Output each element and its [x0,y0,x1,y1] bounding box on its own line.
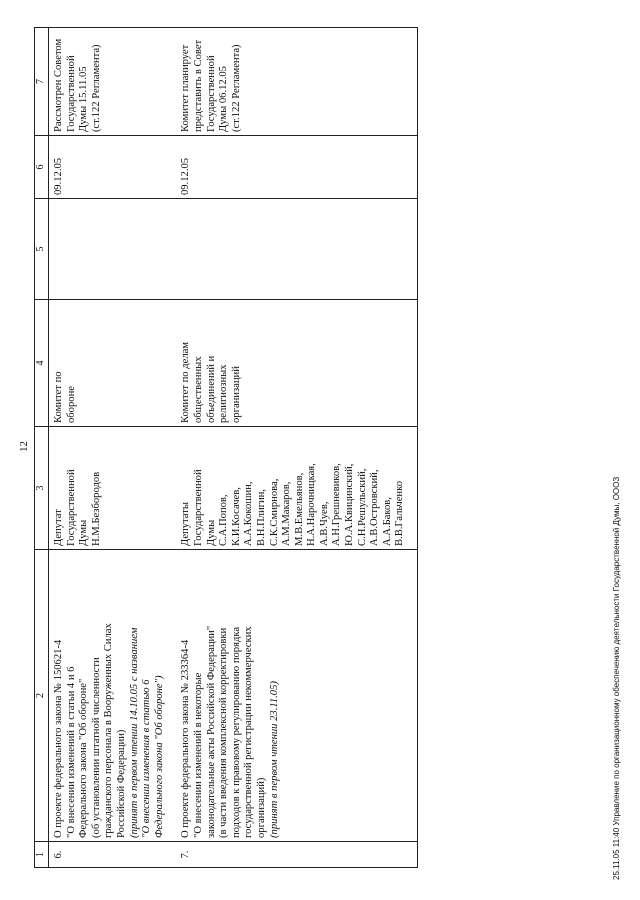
bill-subject [49,550,177,842]
author-line: Думы [205,519,217,546]
author-line: С.Н.Решульский, [356,468,368,546]
bill-authors [176,427,417,550]
responsible-committee [176,300,417,427]
row-number: 6. [49,842,177,868]
author-line: К.И.Косачев, [230,487,242,546]
author-line: А.А.Баков, [381,497,393,546]
column-5-cell [49,199,177,300]
decision-line: Комитет планирует [180,44,192,132]
decision-line: (ст.122 Регламента) [90,44,102,132]
author-line: А.В.Чуев, [318,501,330,546]
author-line: Депутат [53,509,64,546]
decision-line: Думы 06.12.05 [218,66,230,132]
column-header: 2 [35,550,49,842]
author-line: Ю.А.Квицинский, [344,463,356,546]
author-line: Н.М.Безбородов [90,471,102,546]
author-line: В.В.Гальченко [394,481,406,546]
consideration-date: 09.12.05 [176,136,417,199]
decision-line: представить в Совет [192,39,204,132]
column-header: 6 [35,136,49,199]
column-header: 5 [35,199,49,300]
bill-title-line: Российской Федерации) [115,729,127,838]
committee-line: Комитет по [53,371,64,423]
committee-line: общественных [192,356,204,423]
bill-title-line: О проекте федерального закона № 233364-4 [180,639,192,838]
bill-title-line: Федерального закона "Об обороне" [78,678,90,838]
author-line: А.А.Кокошин, [243,481,255,546]
author-line: Депутаты [180,502,192,546]
author-line: С.К.Смирнова, [268,478,280,546]
author-line: Государственной [192,469,204,546]
bill-title-line: государственной регистрации некоммерческих [243,626,255,838]
column-header: 3 [35,427,49,550]
column-5-cell [176,199,417,300]
page-number: 12 [18,441,30,452]
committee-line: организаций [230,366,242,423]
table-body [49,28,418,868]
author-line: А.М.Макаров, [281,481,293,546]
decision-line: Государственной [65,55,77,132]
author-line: Н.А.Нарочницкая, [306,463,318,546]
decision-line: Думы 15.11.05 [78,66,90,132]
table-row [49,28,177,868]
bill-title-line: (об установлении штатной численности [90,657,102,838]
reading-note-line: (принят в первом чтении 23.11.05) [268,681,280,838]
bill-title-line: законодательные акты Российской Федерации" [205,625,217,838]
bill-title-line: "О внесении изменений в некоторые [192,672,204,838]
bill-title-line: подходов к правовому регулированию порядка [230,626,242,838]
row-number: 7. [176,842,417,868]
bill-title-line: О проекте федерального закона № 150621-4 [53,639,64,838]
reading-note-line: Федерального закона "Об обороне") [153,675,165,838]
bill-title-line: (в части введения комплексной корректировки [218,627,230,838]
bill-authors [49,427,177,550]
column-header: 4 [35,300,49,427]
bill-title-line: "О внесении изменений в статьи 4 и 6 [65,666,77,838]
bill-subject [176,550,417,842]
reading-note-line: "О внесении изменения в статью 6 [141,679,153,838]
author-line: Государственной [65,469,77,546]
column-header: 1 [35,842,49,868]
table-row [176,28,417,868]
bill-title-line: организаций) [255,777,267,838]
author-line: М.В.Емельянов, [293,472,305,546]
committee-line: обороне [65,386,77,423]
responsible-committee [49,300,177,427]
author-line: А.Н.Грешневиков, [331,463,343,546]
author-line: В.Н.Плигин, [255,489,267,546]
author-line: А.В.Островский, [369,469,381,546]
committee-line: религиозных [218,364,230,423]
decision-line: Рассмотрен Советом [53,38,64,132]
consideration-date: 09.12.05 [49,136,177,199]
header-row [35,28,49,868]
decision-line: (ст.122 Регламента) [230,44,242,132]
decision-line: Государственной [205,55,217,132]
author-line: Думы [78,519,90,546]
committee-line: объединений и [205,355,217,423]
council-decision [49,28,177,136]
footer-print-line: 25.11.05 11:40 Управление по организационному обеспечению деятельности Государственной Думы, ОООЗ [612,476,621,880]
bill-title-line: гражданского персонала в Вооруженных Силах [103,623,115,838]
committee-line: Комитет по делам [180,341,192,423]
author-line: С.А.Попов, [218,494,230,546]
agenda-table [34,27,418,868]
reading-note-line: (принят в первом чтении 14.10.05 с названием [128,627,140,838]
council-decision [176,28,417,136]
column-header: 7 [35,28,49,136]
